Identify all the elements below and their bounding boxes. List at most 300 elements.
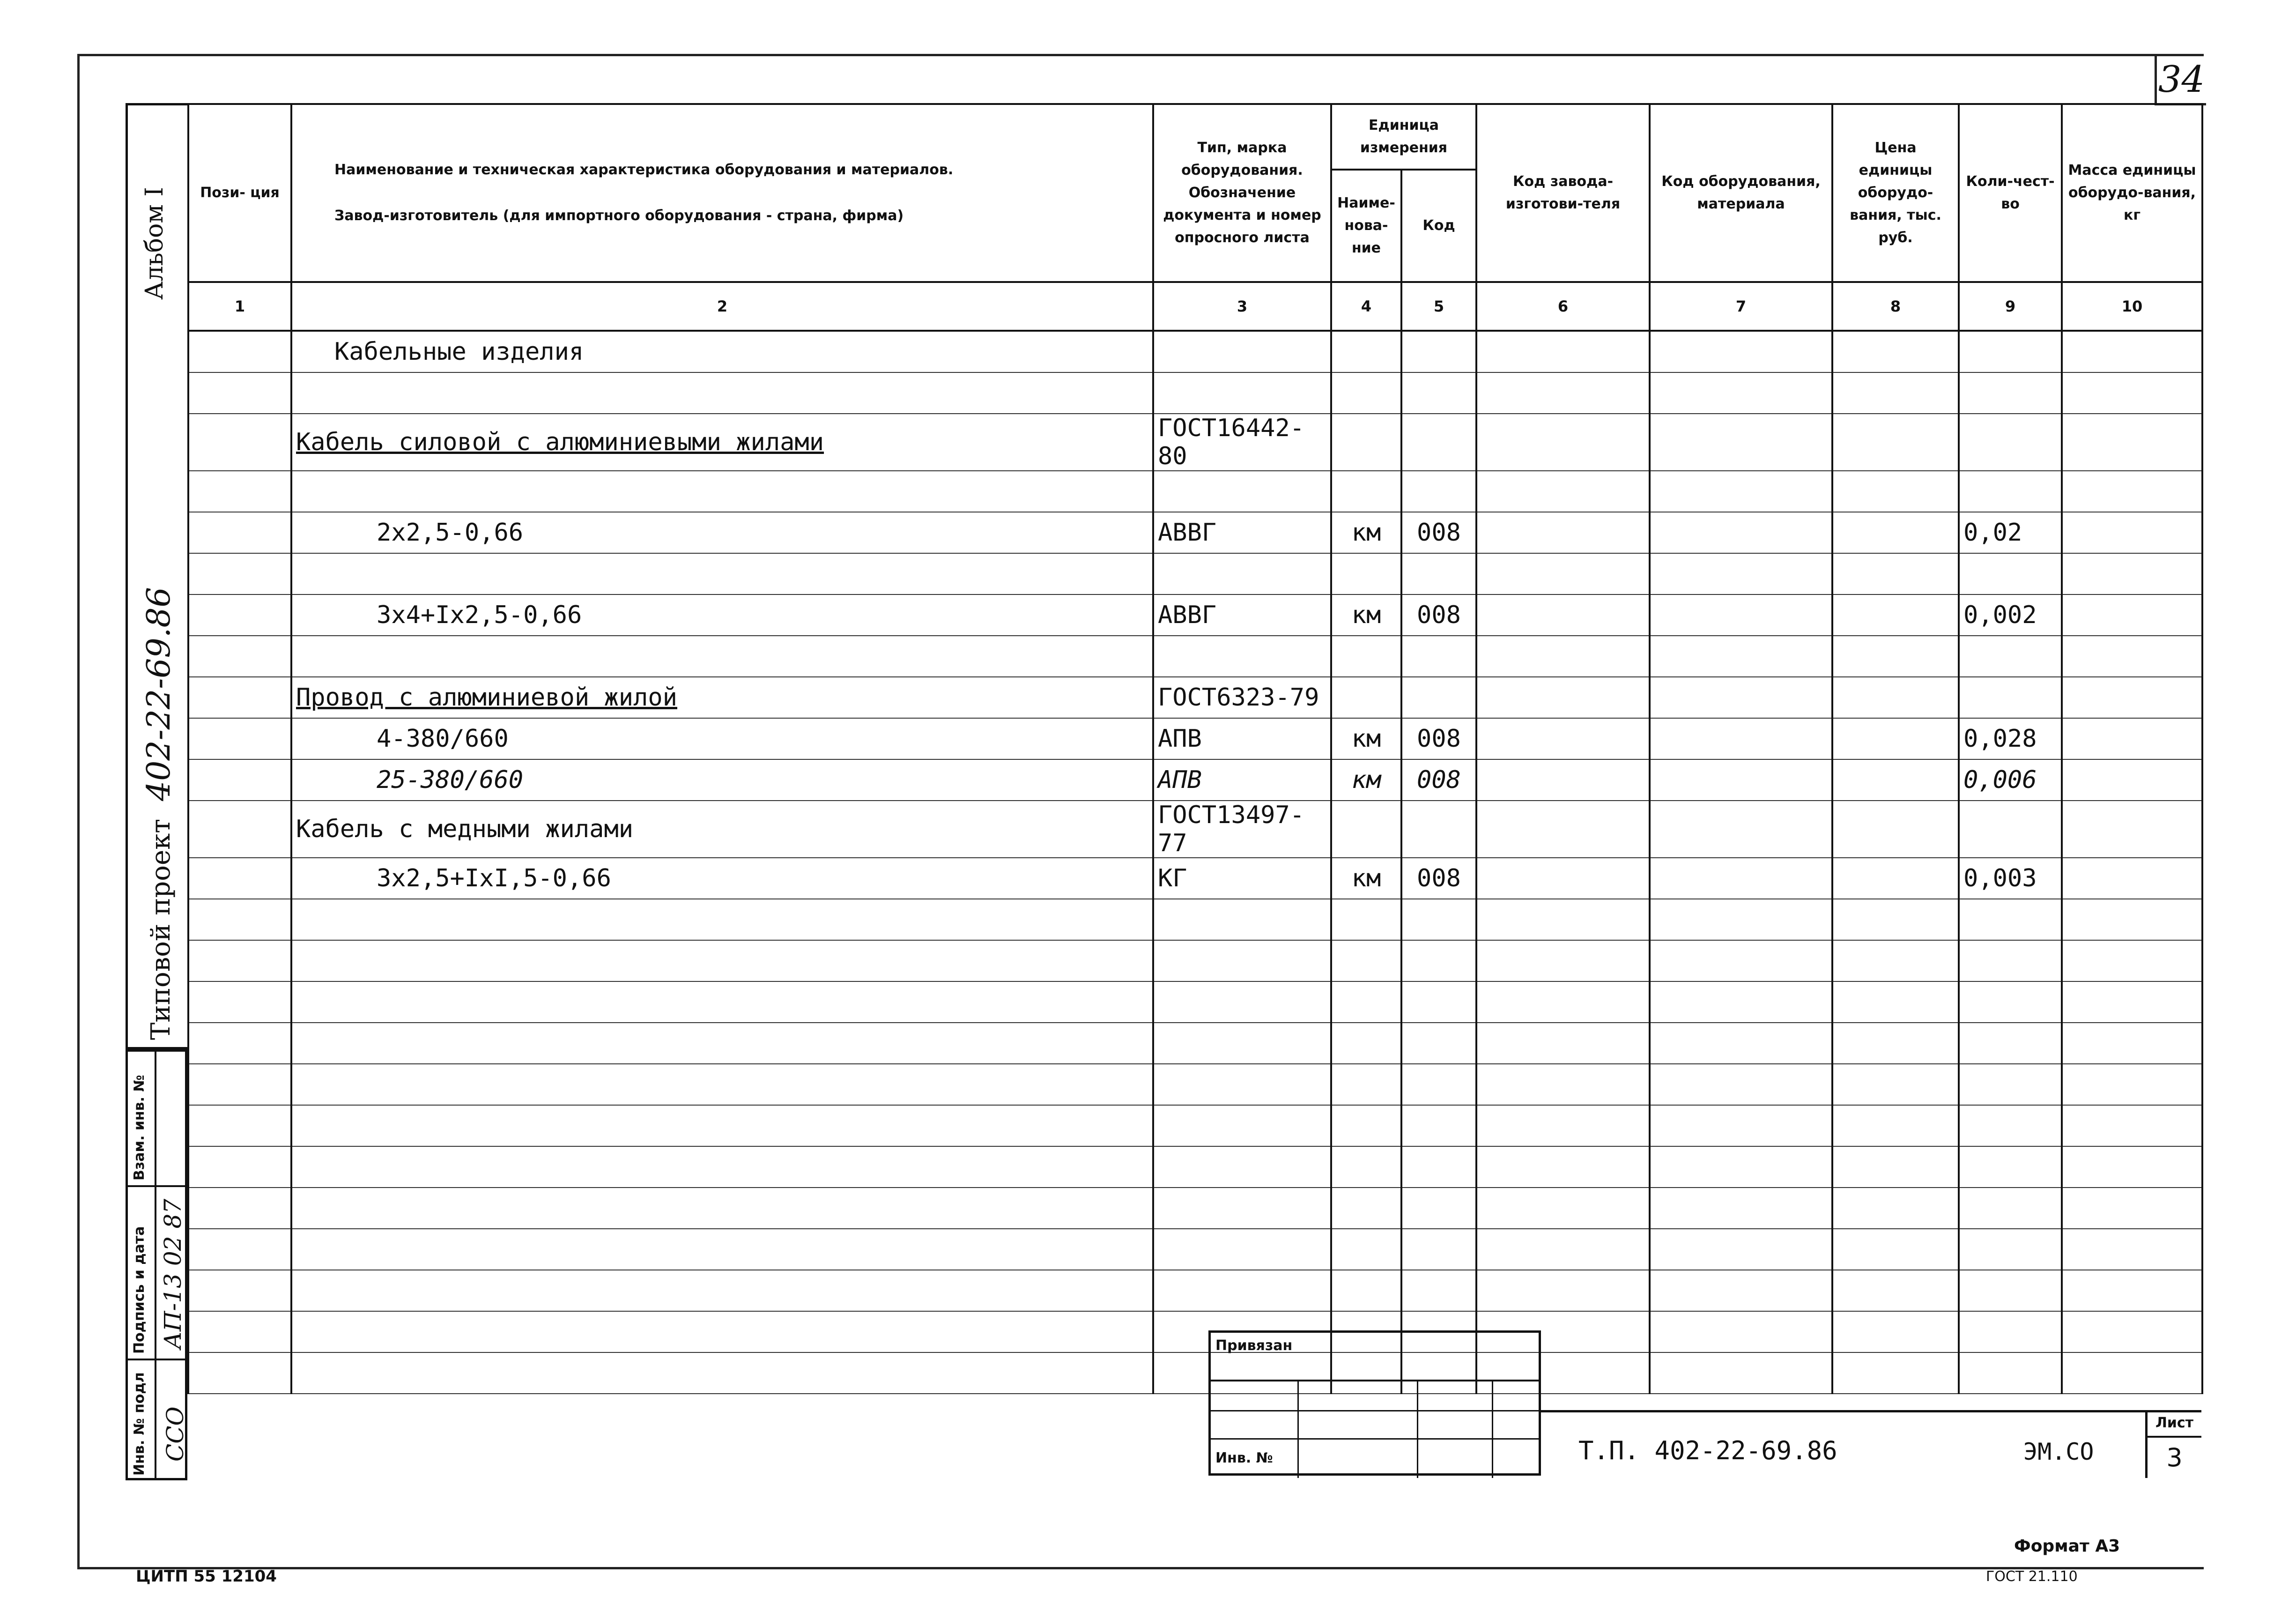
cell-equipment-code	[1650, 471, 1832, 512]
cell-code	[1401, 1023, 1476, 1064]
cell-quantity	[1959, 471, 2062, 512]
sheet-label: Лист	[2148, 1410, 2201, 1438]
cell-code: 008	[1401, 759, 1476, 801]
cell-position	[188, 1270, 291, 1311]
cell-quantity	[1959, 331, 2062, 372]
cell-name: 25-380/660	[291, 759, 1153, 801]
cell-price	[1832, 858, 1959, 899]
cell-equipment-code	[1650, 1105, 1832, 1146]
cell-type	[1153, 1229, 1331, 1270]
table-row	[188, 801, 2202, 858]
sign-date-value: АП-13 02 87	[159, 1198, 186, 1349]
cell-position	[188, 372, 291, 414]
header-mass: Масса единицы оборудо-вания, кг	[2062, 104, 2202, 282]
cell-name	[291, 1229, 1153, 1270]
cell-price	[1832, 899, 1959, 940]
cell-name: 2х2,5-0,66	[291, 512, 1153, 553]
cell-factory-code	[1476, 553, 1650, 594]
cell-position	[188, 940, 291, 981]
cell-equipment-code	[1650, 1352, 1832, 1394]
cell-position	[188, 331, 291, 372]
cell-factory-code	[1476, 1146, 1650, 1188]
cell-quantity	[1959, 677, 2062, 718]
table-row	[188, 471, 2202, 512]
cell-code	[1401, 1146, 1476, 1188]
cell-quantity: 0,003	[1959, 858, 2062, 899]
table-row	[188, 594, 2202, 636]
table-row	[188, 414, 2202, 471]
cell-equipment-code	[1650, 801, 1832, 858]
cell-code	[1401, 981, 1476, 1023]
cell-mass	[2062, 1311, 2202, 1352]
cell-equipment-code	[1650, 940, 1832, 981]
cell-factory-code	[1476, 1023, 1650, 1064]
cell-type: АПВ	[1153, 718, 1331, 759]
cell-unit: км	[1331, 718, 1401, 759]
cell-code	[1401, 636, 1476, 677]
table-row	[188, 677, 2202, 718]
cell-type: АВВГ	[1153, 594, 1331, 636]
column-number-9: 9	[1959, 282, 2062, 331]
cell-name: 4-380/660	[291, 718, 1153, 759]
cell-mass	[2062, 677, 2202, 718]
cell-name	[291, 940, 1153, 981]
cell-name	[291, 471, 1153, 512]
cell-mass	[2062, 471, 2202, 512]
cell-unit	[1331, 1229, 1401, 1270]
column-number-3: 3	[1153, 282, 1331, 331]
cell-factory-code	[1476, 594, 1650, 636]
cell-mass	[2062, 372, 2202, 414]
cell-type	[1153, 1270, 1331, 1311]
cell-factory-code	[1476, 1064, 1650, 1105]
cell-name	[291, 981, 1153, 1023]
cell-mass	[2062, 553, 2202, 594]
cell-price	[1832, 801, 1959, 858]
cell-code	[1401, 331, 1476, 372]
inv-podl-label: Инв. № подл	[131, 1372, 148, 1476]
cell-unit	[1331, 940, 1401, 981]
cell-mass	[2062, 858, 2202, 899]
cell-equipment-code	[1650, 858, 1832, 899]
cell-name	[291, 1270, 1153, 1311]
project-label	[141, 587, 178, 1040]
cell-unit	[1331, 471, 1401, 512]
inv-vzam-label: Взам. инв. №	[131, 1075, 148, 1181]
header-name	[291, 104, 1153, 282]
cell-factory-code	[1476, 801, 1650, 858]
cell-equipment-code	[1650, 1229, 1832, 1270]
cell-factory-code	[1476, 372, 1650, 414]
cell-quantity	[1959, 981, 2062, 1023]
cell-mass	[2062, 899, 2202, 940]
cell-factory-code	[1476, 1105, 1650, 1146]
cell-factory-code	[1476, 677, 1650, 718]
cell-code	[1401, 1064, 1476, 1105]
cell-name	[291, 1188, 1153, 1229]
table-row	[188, 1064, 2202, 1105]
cell-price	[1832, 1188, 1959, 1229]
cell-factory-code	[1476, 636, 1650, 677]
cell-type	[1153, 1146, 1331, 1188]
privyazan-grid-v3	[1492, 1380, 1493, 1478]
cell-price	[1832, 1023, 1959, 1064]
cell-code	[1401, 940, 1476, 981]
cell-type	[1153, 1023, 1331, 1064]
table-body	[188, 331, 2202, 1394]
column-number-8: 8	[1832, 282, 1959, 331]
cell-quantity	[1959, 1023, 2062, 1064]
cell-unit	[1331, 899, 1401, 940]
column-numbers-row	[188, 282, 2202, 331]
table-row	[188, 1352, 2202, 1394]
cell-factory-code	[1476, 1188, 1650, 1229]
sign-date-label: Подпись и дата	[131, 1226, 148, 1354]
cell-unit	[1331, 1023, 1401, 1064]
cell-price	[1832, 1105, 1959, 1146]
cell-name	[291, 899, 1153, 940]
cell-quantity: 0,02	[1959, 512, 2062, 553]
cell-position	[188, 471, 291, 512]
cell-type: КГ	[1153, 858, 1331, 899]
cell-position	[188, 1146, 291, 1188]
cell-factory-code	[1476, 471, 1650, 512]
cell-mass	[2062, 594, 2202, 636]
cell-code	[1401, 899, 1476, 940]
cell-code	[1401, 471, 1476, 512]
cell-code	[1401, 1188, 1476, 1229]
cell-type	[1153, 940, 1331, 981]
cell-equipment-code	[1650, 512, 1832, 553]
column-number-4: 4	[1331, 282, 1401, 331]
header-type: Тип, марка оборудования. Обозначение документа и номер опросного листа	[1153, 104, 1331, 282]
cell-position	[188, 801, 291, 858]
privyazan-block	[1208, 1330, 1541, 1476]
cell-position	[188, 677, 291, 718]
table-row	[188, 553, 2202, 594]
cell-unit	[1331, 981, 1401, 1023]
doc-suffix: ЭМ.СО	[2023, 1438, 2094, 1465]
header-price: Цена единицы оборудо-вания, тыс. руб.	[1832, 104, 1959, 282]
cell-position	[188, 1352, 291, 1394]
cell-name: Провод с алюминиевой жилой	[291, 677, 1153, 718]
cell-price	[1832, 981, 1959, 1023]
cell-position	[188, 1023, 291, 1064]
cell-equipment-code	[1650, 331, 1832, 372]
table-row	[188, 331, 2202, 372]
table-row	[188, 1229, 2202, 1270]
cell-price	[1832, 677, 1959, 718]
cell-factory-code	[1476, 1229, 1650, 1270]
cell-position	[188, 1188, 291, 1229]
cell-quantity	[1959, 1146, 2062, 1188]
table-row	[188, 636, 2202, 677]
table-row	[188, 759, 2202, 801]
cell-unit	[1331, 414, 1401, 471]
cell-position	[188, 636, 291, 677]
cell-position	[188, 512, 291, 553]
column-number-7: 7	[1650, 282, 1832, 331]
cell-price	[1832, 553, 1959, 594]
cell-type: ГОСТ6323-79	[1153, 677, 1331, 718]
cell-price	[1832, 372, 1959, 414]
cell-mass	[2062, 718, 2202, 759]
cell-unit	[1331, 372, 1401, 414]
cell-quantity	[1959, 1064, 2062, 1105]
cell-code	[1401, 414, 1476, 471]
cell-unit	[1331, 801, 1401, 858]
cell-equipment-code	[1650, 594, 1832, 636]
cell-equipment-code	[1650, 414, 1832, 471]
cell-mass	[2062, 1188, 2202, 1229]
cell-price	[1832, 471, 1959, 512]
sheet-cell	[2145, 1410, 2201, 1478]
cell-factory-code	[1476, 331, 1650, 372]
cell-name	[291, 553, 1153, 594]
cell-quantity	[1959, 414, 2062, 471]
cell-quantity	[1959, 1311, 2062, 1352]
cell-name: Кабельные изделия	[291, 331, 1153, 372]
cell-factory-code	[1476, 940, 1650, 981]
cell-price	[1832, 331, 1959, 372]
cell-factory-code	[1476, 899, 1650, 940]
cell-position	[188, 1311, 291, 1352]
cell-type: АПВ	[1153, 759, 1331, 801]
cell-type	[1153, 981, 1331, 1023]
header-unit-name: Наиме-нова-ние	[1331, 170, 1401, 282]
cell-code: 008	[1401, 594, 1476, 636]
cell-mass	[2062, 512, 2202, 553]
cell-name: Кабель с медными жилами	[291, 801, 1153, 858]
cell-factory-code	[1476, 718, 1650, 759]
cell-type	[1153, 471, 1331, 512]
cell-equipment-code	[1650, 677, 1832, 718]
inv-podl-value: ССО	[162, 1406, 189, 1462]
header-unit-code: Код	[1401, 170, 1476, 282]
cell-mass	[2062, 414, 2202, 471]
cell-equipment-code	[1650, 372, 1832, 414]
cell-code	[1401, 372, 1476, 414]
cell-code: 008	[1401, 718, 1476, 759]
side-stamp-divider	[155, 1049, 156, 1480]
cell-equipment-code	[1650, 1023, 1832, 1064]
cell-code	[1401, 1229, 1476, 1270]
column-number-5: 5	[1401, 282, 1476, 331]
cell-code	[1401, 677, 1476, 718]
cell-price	[1832, 940, 1959, 981]
cell-mass	[2062, 1229, 2202, 1270]
table-row	[188, 981, 2202, 1023]
table-row	[188, 1105, 2202, 1146]
project-number: 402-22-69.86	[141, 587, 178, 802]
cell-type	[1153, 1105, 1331, 1146]
cell-price	[1832, 759, 1959, 801]
table-row	[188, 858, 2202, 899]
table-row	[188, 1146, 2202, 1188]
privyazan-grid-h2	[1211, 1410, 1539, 1411]
table-row	[188, 940, 2202, 981]
project-text: Типовой проект	[146, 818, 176, 1040]
cell-position	[188, 1229, 291, 1270]
cell-mass	[2062, 1064, 2202, 1105]
cell-type	[1153, 331, 1331, 372]
cell-code	[1401, 553, 1476, 594]
doc-code-text: Т.П. 402-22-69.86	[1578, 1436, 1837, 1465]
cell-mass	[2062, 1270, 2202, 1311]
cell-unit	[1331, 1188, 1401, 1229]
column-number-6: 6	[1476, 282, 1650, 331]
cell-position	[188, 981, 291, 1023]
outer-frame-top	[77, 54, 2204, 56]
privyazan-grid-v1	[1297, 1380, 1299, 1478]
privyazan-grid-v2	[1417, 1380, 1418, 1478]
cell-quantity	[1959, 636, 2062, 677]
cell-mass	[2062, 759, 2202, 801]
inv-no-label: Инв. №	[1215, 1450, 1273, 1466]
header-quantity: Коли-чест-во	[1959, 104, 2062, 282]
cell-unit	[1331, 553, 1401, 594]
cell-equipment-code	[1650, 636, 1832, 677]
cell-quantity	[1959, 1188, 2062, 1229]
cell-price	[1832, 1146, 1959, 1188]
cell-factory-code	[1476, 512, 1650, 553]
cell-quantity	[1959, 1270, 2062, 1311]
cell-mass	[2062, 1105, 2202, 1146]
cell-price	[1832, 1270, 1959, 1311]
cell-quantity	[1959, 899, 2062, 940]
cell-factory-code	[1476, 981, 1650, 1023]
outer-frame-bottom	[77, 1567, 2204, 1569]
cell-factory-code	[1476, 1270, 1650, 1311]
column-number-10: 10	[2062, 282, 2202, 331]
cell-equipment-code	[1650, 1270, 1832, 1311]
cell-price	[1832, 1352, 1959, 1394]
cell-quantity: 0,002	[1959, 594, 2062, 636]
cell-equipment-code	[1650, 1311, 1832, 1352]
cell-name	[291, 1023, 1153, 1064]
cell-quantity	[1959, 1352, 2062, 1394]
cell-type: АВВГ	[1153, 512, 1331, 553]
table-row	[188, 1188, 2202, 1229]
table-row	[188, 718, 2202, 759]
cell-mass	[2062, 1023, 2202, 1064]
cell-unit	[1331, 1146, 1401, 1188]
cell-price	[1832, 512, 1959, 553]
cell-name	[291, 372, 1153, 414]
privyazan-label: Привязан	[1215, 1337, 1293, 1354]
cell-name: 3х4+Iх2,5-0,66	[291, 594, 1153, 636]
cell-name	[291, 636, 1153, 677]
cell-type	[1153, 636, 1331, 677]
table-row	[188, 1270, 2202, 1311]
footer-left-code: ЦИТП 55 12104	[136, 1567, 277, 1586]
cell-name	[291, 1352, 1153, 1394]
cell-unit	[1331, 636, 1401, 677]
cell-code: 008	[1401, 858, 1476, 899]
cell-quantity: 0,028	[1959, 718, 2062, 759]
cell-unit	[1331, 1064, 1401, 1105]
privyazan-grid-h1	[1211, 1380, 1539, 1381]
cell-mass	[2062, 940, 2202, 981]
cell-name	[291, 1064, 1153, 1105]
table-row	[188, 1023, 2202, 1064]
album-label: Альбом I	[141, 187, 169, 300]
column-number-1: 1	[188, 282, 291, 331]
cell-position	[188, 553, 291, 594]
header-equipment-code: Код оборудования, материала	[1650, 104, 1832, 282]
cell-position	[188, 759, 291, 801]
footer-format: Формат А3	[2014, 1537, 2120, 1556]
cell-mass	[2062, 636, 2202, 677]
cell-code	[1401, 801, 1476, 858]
cell-type: ГОСТ16442-80	[1153, 414, 1331, 471]
cell-price	[1832, 636, 1959, 677]
cell-mass	[2062, 331, 2202, 372]
cell-unit: км	[1331, 512, 1401, 553]
cell-price	[1832, 718, 1959, 759]
table-row	[188, 512, 2202, 553]
cell-code	[1401, 1105, 1476, 1146]
header-position: Пози- ция	[188, 104, 291, 282]
side-stamp-h2	[126, 1359, 187, 1360]
cell-unit: км	[1331, 594, 1401, 636]
cell-type	[1153, 372, 1331, 414]
cell-position	[188, 899, 291, 940]
cell-price	[1832, 1064, 1959, 1105]
cell-unit: км	[1331, 759, 1401, 801]
specification-table	[187, 103, 2203, 1394]
cell-code: 008	[1401, 512, 1476, 553]
cell-equipment-code	[1650, 1064, 1832, 1105]
cell-quantity	[1959, 1229, 2062, 1270]
cell-type: ГОСТ13497-77	[1153, 801, 1331, 858]
cell-equipment-code	[1650, 553, 1832, 594]
table-row	[188, 1311, 2202, 1352]
cell-unit	[1331, 1105, 1401, 1146]
cell-position	[188, 1064, 291, 1105]
cell-position	[188, 414, 291, 471]
cell-unit	[1331, 677, 1401, 718]
cell-name	[291, 1311, 1153, 1352]
cell-quantity	[1959, 372, 2062, 414]
cell-quantity	[1959, 1105, 2062, 1146]
table-row	[188, 372, 2202, 414]
cell-mass	[2062, 981, 2202, 1023]
header-name-line2: Завод-изготовитель (для импортного оборудования - страна, фирма)	[334, 208, 904, 224]
table-row	[188, 899, 2202, 940]
outer-frame-left	[77, 54, 80, 1567]
cell-equipment-code	[1650, 759, 1832, 801]
header-unit-group: Единица измерения	[1331, 104, 1476, 170]
cell-equipment-code	[1650, 981, 1832, 1023]
cell-name: Кабель силовой с алюминиевыми жилами	[291, 414, 1153, 471]
cell-type	[1153, 1188, 1331, 1229]
cell-name	[291, 1146, 1153, 1188]
cell-position	[188, 718, 291, 759]
cell-factory-code	[1476, 759, 1650, 801]
title-block	[1541, 1410, 2201, 1476]
footer-gost: ГОСТ 21.110	[1986, 1568, 2078, 1585]
cell-price	[1832, 594, 1959, 636]
header-factory-code: Код завода-изготови-теля	[1476, 104, 1650, 282]
cell-equipment-code	[1650, 1146, 1832, 1188]
sheet-value: 3	[2166, 1443, 2183, 1472]
cell-price	[1832, 1311, 1959, 1352]
cell-position	[188, 858, 291, 899]
corner-sheet-number: 34	[2155, 56, 2206, 105]
cell-unit	[1331, 1270, 1401, 1311]
cell-quantity	[1959, 940, 2062, 981]
